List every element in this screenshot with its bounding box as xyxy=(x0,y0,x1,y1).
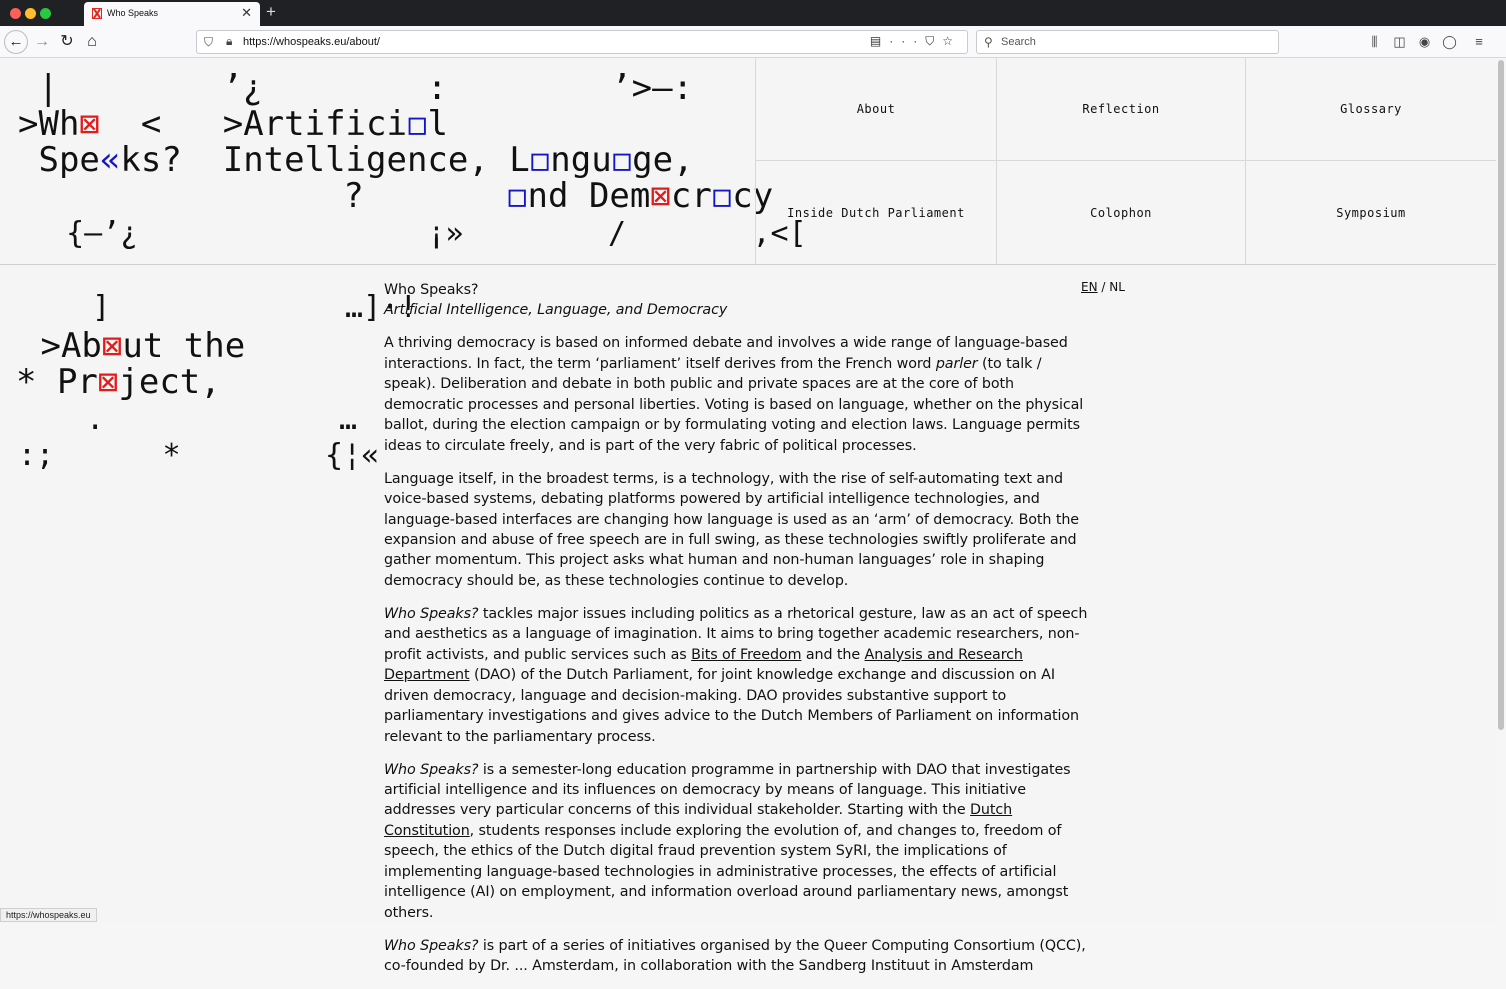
more-actions-icon[interactable]: ··· xyxy=(889,34,926,48)
site-favicon-icon xyxy=(92,8,102,19)
reload-icon[interactable]: ↻ xyxy=(60,33,74,50)
search-icon: ⚲ xyxy=(984,35,993,49)
nav-item-glossary[interactable]: Glossary xyxy=(1245,58,1496,161)
forward-arrow-icon[interactable]: → xyxy=(34,33,50,50)
search-bar[interactable] xyxy=(976,30,1279,54)
url-text[interactable]: https://whospeaks.eu/about/ xyxy=(243,36,380,48)
status-bar-url: https://whospeaks.eu xyxy=(0,908,97,922)
paragraph-3: Who Speaks? tackles major issues including politics as a rhetorical gesture, law as an act of speech and aesthetics as a language of imagination. It aims to bring together academic researchers, non-profit activists, and public services such as Bits of Freedom and the Analysis and Research Department (DAO) of the Dutch Parliament, for joint knowledge exchange and discussion on AI driven democracy, language and decision-making. DAO provides substantive support to parliamentary investigations and gives advice to the Dutch Members of Parliament on information relevant to the parliamentary process. xyxy=(384,605,1088,745)
reader-view-icon[interactable]: ▤ xyxy=(869,34,890,48)
tab-title: Who Speaks xyxy=(107,8,159,18)
article-title: Who Speaks? xyxy=(384,282,479,298)
title-glyphs-line1: | ’¿ : ’>–: xyxy=(38,68,694,108)
section-line-about: >Ab⊠ut the xyxy=(20,326,246,366)
nav-item-reflection[interactable]: Reflection xyxy=(996,58,1245,161)
analysis-research-department-link[interactable]: Analysis and Research Department xyxy=(384,646,1023,684)
section-glyphs-bottom: :; * {¦« xyxy=(18,438,380,473)
title-line-who-artificial: >Wh⊠ < >Artifici◻l xyxy=(18,104,448,144)
pocket-icon[interactable]: ⛉ xyxy=(925,34,943,48)
zoom-window-button[interactable] xyxy=(40,8,51,19)
account-icon[interactable]: ◯ xyxy=(1442,34,1457,49)
paragraph-4: Who Speaks? is a semester-long education programme in partnership with DAO that investigates artificial intelligence and its influences on democracy by means of language. This initiative addresses very particular concerns of this individual stakeholder. Starting with the Dutch Constitution, students responses include exploring the evolution of, and changes to, freedom of speech, the ethics of the Dutch digital fraud prevention system SyRI, the implications of implementing language-based technologies in administrative processes, the effects of artificial intelligence (AI) on employment, and information overload around parliamentary news, amongst others. xyxy=(384,761,1071,921)
web-page xyxy=(0,58,1496,975)
new-tab-button[interactable]: + xyxy=(266,2,276,21)
lang-en-link[interactable]: EN xyxy=(1081,280,1098,294)
lang-nl-link[interactable]: NL xyxy=(1109,280,1125,294)
dutch-constitution-link[interactable]: Dutch Constitution xyxy=(384,802,1013,839)
about-article xyxy=(384,280,1096,989)
toolbar-icons xyxy=(1362,34,1496,50)
lock-icon[interactable]: 🔒︎ xyxy=(226,34,233,48)
back-arrow-icon[interactable]: ← xyxy=(4,30,28,54)
main-navigation xyxy=(755,58,1496,264)
address-bar[interactable] xyxy=(196,30,968,54)
minimize-window-button[interactable] xyxy=(25,8,36,19)
article-heading xyxy=(384,280,1096,321)
title-line-speaks-language: Spe«ks? Intelligence, L◻ngu◻ge, xyxy=(18,140,694,180)
header-divider xyxy=(0,264,1496,265)
sidebar-icon[interactable]: ◫ xyxy=(1393,34,1406,49)
nav-item-symposium[interactable]: Symposium xyxy=(1245,161,1496,264)
tab-close-icon[interactable]: ✕ xyxy=(241,5,252,20)
title-glyphs-line5: {–’¿ ¡» / ,<[ xyxy=(30,216,807,251)
title-line-democracy: ? ◻nd Dem⊠cr◻cy xyxy=(200,176,774,216)
browser-toolbar xyxy=(0,26,1506,58)
tracking-shield-icon[interactable]: ⛉ xyxy=(204,35,214,49)
home-icon[interactable]: ⌂ xyxy=(87,33,97,50)
article-subtitle: Artificial Intelligence, Language, and Democracy xyxy=(384,302,728,319)
vertical-scrollbar[interactable] xyxy=(1498,60,1504,730)
search-placeholder[interactable]: Search xyxy=(1001,36,1036,48)
library-icon[interactable]: ⫼ xyxy=(1371,34,1378,49)
hamburger-menu-icon[interactable]: ≡ xyxy=(1475,34,1483,49)
nav-item-about[interactable]: About xyxy=(755,58,996,161)
section-glyphs-top: ] …]·! xyxy=(38,290,418,325)
close-window-button[interactable] xyxy=(10,8,21,19)
lang-separator: / xyxy=(1097,280,1110,294)
bookmark-star-icon[interactable]: ☆ xyxy=(942,34,961,48)
paragraph-5: Who Speaks? is part of a series of initiatives organised by the Queer Computing Consortium (QCC), co-founded by Dr. ... Amsterdam, in collaboration with the Sandberg Instituut in Amsterdam xyxy=(384,937,1086,975)
extension-icon[interactable]: ◉ xyxy=(1418,34,1431,49)
paragraph-1: A thriving democracy is based on informed debate and involves a wide range of language-based interactions. In fact, the term ‘parliament’ itself derives from the French word parler (to talk / speak). Deliberation and debate in both public and private spaces are at the core of both democratic processes and personal liberties. Voting is based on language, whether on the physical ballot, during the election campaign or by formulating voting and election laws. Language permits ideas to circulate freely, and is part of the very fabric of political processes. xyxy=(384,335,1084,454)
nav-item-inside-dutch-parliament[interactable]: Inside Dutch Parliament xyxy=(755,161,996,264)
paragraph-2: Language itself, in the broadest terms, is a technology, with the rise of self-automating text and voice-based systems, debating platforms powered by artificial intelligence technologies, and language-based interfaces are changing how language is used as an ‘arm’ of democracy. Both the expansion and abuse of free speech are in full swing, as these technologies swiftly proliferate and gather momentum. This project asks what human and non-human languages’ role in shaping democracy should be, as these technologies continue to develop. xyxy=(384,470,1080,589)
bits-of-freedom-link[interactable]: Bits of Freedom xyxy=(691,646,802,663)
browser-tab[interactable] xyxy=(84,2,260,26)
window-titlebar xyxy=(0,0,1506,26)
section-glyphs-dots: . … xyxy=(32,402,358,437)
nav-item-colophon[interactable]: Colophon xyxy=(996,161,1245,264)
page-actions xyxy=(870,34,961,49)
section-line-project: * Pr⊠ject, xyxy=(16,362,221,402)
